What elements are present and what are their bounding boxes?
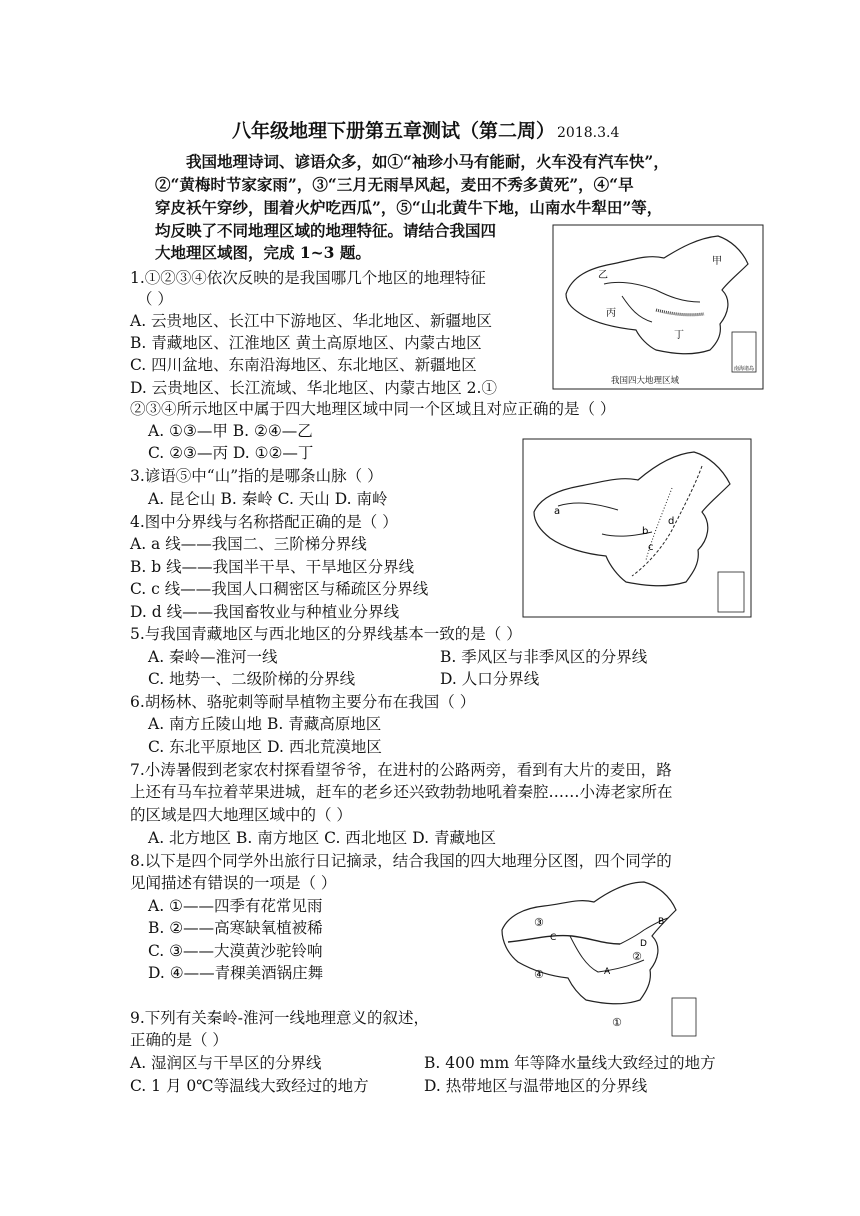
q4-option-a: A. a 线——我国二、三阶梯分界线 [130,535,367,553]
q3-stem: 3.谚语⑤中“山”指的是哪条山脉（ ） [130,467,383,485]
q7-options: A. 北方地区 B. 南方地区 C. 西北地区 D. 青藏地区 [148,829,496,847]
intro-line-3: 穿皮袄午穿纱，围着火炉吃西瓜”，⑤“山北黄牛下地，山南水牛犁田”等， [155,198,663,217]
q2-options-ab: A. ①③—甲 B. ②④—乙 [148,422,313,440]
map1-label-bing: 丙 [606,308,616,319]
q1-option-d: D. 云贵地区、长江流域、华北地区、内蒙古地区 2.① [130,379,497,397]
q1-option-c: C. 四川盆地、东南沿海地区、东北地区、新疆地区 [130,356,477,374]
q7-line-1: 7.小涛暑假到老家农村探看望爷爷，在进村的公路两旁，看到有大片的麦田，路 [130,761,672,779]
map1-label-ding: 丁 [674,330,684,341]
map-travel-regions [494,874,704,1042]
q8-option-d: D. ④——青稞美酒锅庄舞 [148,964,324,982]
q4-stem: 4.图中分界线与名称搭配正确的是（ ） [130,513,398,531]
q9-option-a: A. 湿润区与干旱区的分界线 [130,1054,322,1072]
q8-option-b: B. ②——高寒缺氧植被稀 [148,919,323,937]
intro-line-2: ②“黄梅时节家家雨”，③“三月无雨旱风起，麦田不秀多黄死”，④“早 [155,175,634,194]
q5-option-c: C. 地势一、二级阶梯的分界线 [148,670,356,688]
map3-label-C: C [550,933,557,943]
q7-line-2: 上还有马车拉着苹果进城，赶车的老乡还兴致勃勃地吼着秦腔……小涛老家所在 [130,783,673,801]
title-text: 八年级地理下册第五章测试（第二周） [232,120,556,142]
q9-line-2: 正确的是（ ） [130,1031,228,1049]
map-four-regions [552,224,764,390]
map3-label-D: D [640,939,647,949]
q5-stem: 5.与我国青藏地区与西北地区的分界线基本一致的是（ ） [130,625,522,643]
q8-option-a: A. ①——四季有花常见雨 [148,897,323,915]
map3-label-B: B [658,917,665,927]
map3-label-A: A [604,967,611,977]
q1-paren: （ ） [137,290,173,308]
q8-line-2: 见闻描述有错误的一项是（ ） [130,874,337,892]
q4-option-b: B. b 线——我国半干旱、干旱地区分界线 [130,558,415,576]
q9-option-c: C. 1 月 0℃等温线大致经过的地方 [130,1077,369,1095]
q9-line-1: 9.下列有关秦岭-淮河一线地理意义的叙述， [130,1009,430,1027]
q1-stem: 1.①②③④依次反映的是我国哪几个地区的地理特征 [130,269,486,287]
q8-line-1: 8.以下是四个同学外出旅行日记摘录，结合我国的四大地理分区图，四个同学的 [130,852,672,870]
map2-label-a: a [554,506,561,517]
q5-option-b: B. 季风区与非季风区的分界线 [440,648,648,666]
title-date: 2018.3.4 [557,125,620,141]
q6-options-cd: C. 东北平原地区 D. 西北荒漠地区 [148,738,382,756]
intro-line-5: 大地理区域图，完成 1~3 题。 [155,243,371,262]
map1-inset-label: 南海诸岛 [734,366,755,372]
intro-line-4: 均反映了不同地理区域的地理特征。请结合我国四 [155,221,497,240]
q5-option-a: A. 秦岭—淮河一线 [148,648,278,666]
q1-option-b: B. 青藏地区、江淮地区 黄土高原地区、内蒙古地区 [130,334,482,352]
q9-option-d: D. 热带地区与温带地区的分界线 [424,1077,648,1095]
q2-stem: ②③④所示地区中属于四大地理区域中同一个区域且对应正确的是（ ） [130,400,616,418]
map3-label-4: ④ [534,968,544,981]
map1-label-jia: 甲 [712,256,722,267]
map2-label-c: c [648,542,654,553]
intro-line-1: 我国地理诗词、谚语众多，如①“袖珍小马有能耐，火车没有汽车快”， [186,152,669,171]
page-title [232,116,619,143]
q2-options-cd: C. ②③—丙 D. ①②—丁 [148,444,314,462]
q1-option-a: A. 云贵地区、长江中下游地区、华北地区、新疆地区 [130,312,493,330]
map-boundary-lines [522,438,752,618]
map3-label-2: ② [632,950,642,963]
map2-label-b: b [642,526,649,537]
q9-option-b: B. 400 mm 年等降水量线大致经过的地方 [424,1054,716,1072]
q6-stem: 6.胡杨林、骆驼刺等耐旱植物主要分布在我国（ ） [130,693,476,711]
map3-label-1: ① [612,1016,622,1029]
q3-options: A. 昆仑山 B. 秦岭 C. 天山 D. 南岭 [148,490,388,508]
q4-option-d: D. d 线——我国畜牧业与种植业分界线 [130,603,400,621]
q4-option-c: C. c 线——我国人口稠密区与稀疏区分界线 [130,580,429,598]
map3-label-3: ③ [534,916,544,929]
q6-options-ab: A. 南方丘陵山地 B. 青藏高原地区 [148,715,382,733]
q5-option-d: D. 人口分界线 [440,670,540,688]
q7-line-3: 的区域是四大地理区域中的（ ） [130,806,352,824]
map1-caption: 我国四大地理区域 [611,376,680,386]
map1-label-yi: 乙 [598,270,608,281]
map2-label-d: d [668,516,675,527]
q8-option-c: C. ③——大漠黄沙驼铃响 [148,942,323,960]
